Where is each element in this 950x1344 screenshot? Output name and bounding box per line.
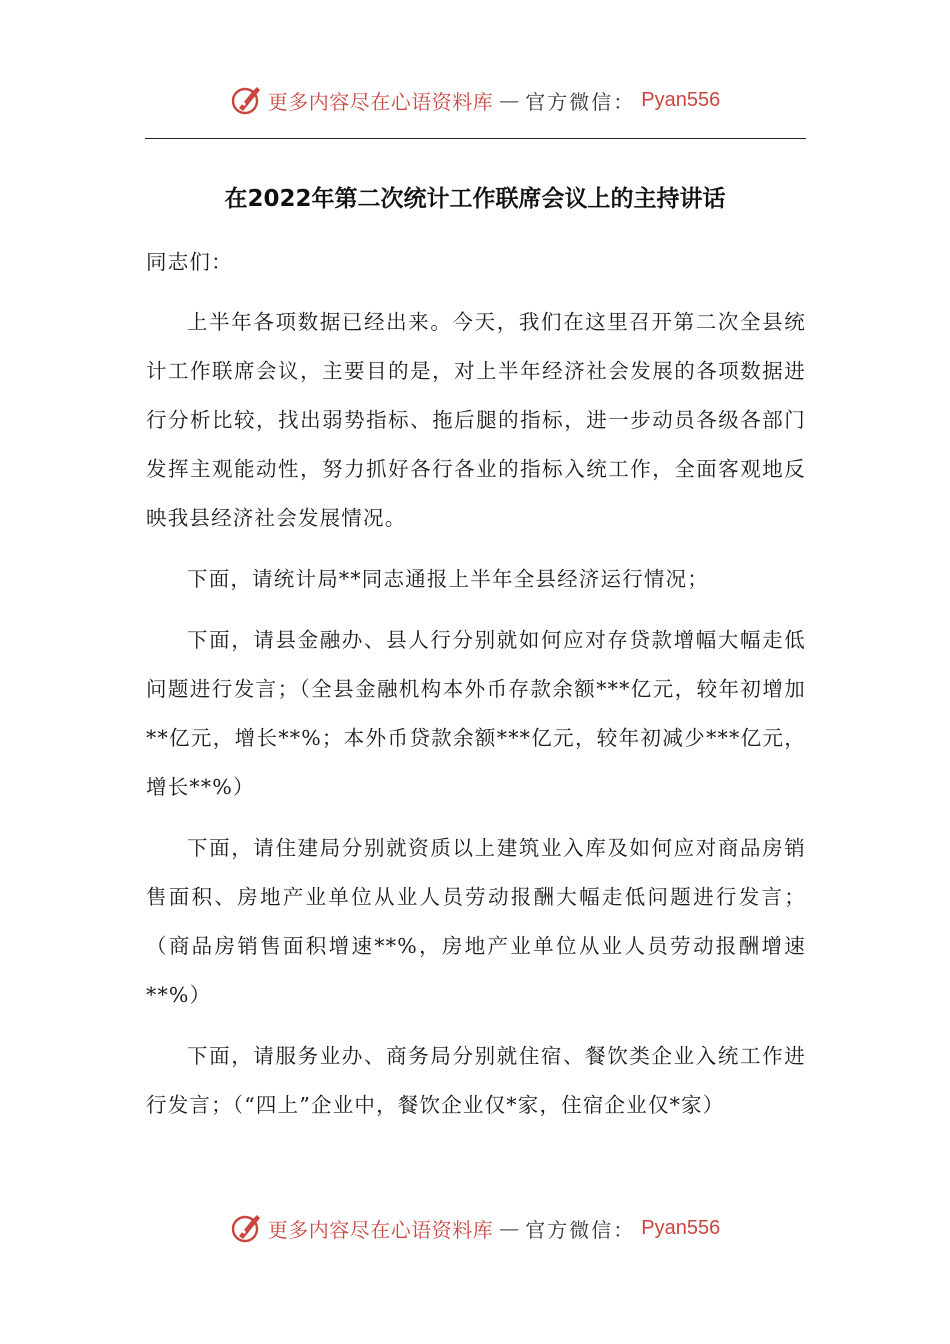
salutation: 同志们： [146,250,233,274]
header-divider [145,138,806,139]
banner-slogan: 更多内容尽在心语资料库 [267,89,494,114]
paragraph: 上半年各项数据已经出来。今天，我们在这里召开第二次全县统计工作联席会议，主要目的是，对上半年经济社会发展的各项数据进行分析比较，找出弱势指标、拖后腿的指标，进一步动员各级各部门发挥主观能动性，努力抓好各行各业的指标入统工作，全面客观地反映我县经济社会发展情况。 [146,310,806,530]
header-banner [0,84,950,116]
footer-banner [0,1212,950,1244]
banner-wechat-id: Pyan556 [641,1216,721,1239]
banner-separator: — [499,88,520,112]
paragraph: 下面，请县金融办、县人行分别就如何应对存贷款增幅大幅走低问题进行发言；（全县金融机构本外币存款余额***亿元，较年初增加**亿元，增长**%；本外币贷款余额***亿元，较年初减少***亿元，增长**%） [146,628,806,799]
pen-nib-logo-icon [230,84,262,116]
banner-wechat-label: 官方微信： [525,1217,636,1242]
banner-wechat-label: 官方微信： [525,89,636,114]
document-title: 在2022年第二次统计工作联席会议上的主持讲话 [224,186,726,212]
paragraph: 下面，请服务业办、商务局分别就住宿、餐饮类企业入统工作进行发言；（“四上”企业中，餐饮企业仅*家，住宿企业仅*家） [146,1044,806,1117]
pen-nib-logo-icon [230,1212,262,1244]
paragraph: 下面，请统计局**同志通报上半年全县经济运行情况； [187,567,709,591]
paragraph: 下面，请住建局分别就资质以上建筑业入库及如何应对商品房销售面积、房地产业单位从业人员劳动报酬大幅走低问题进行发言；（商品房销售面积增速**%，房地产业单位从业人员劳动报酬增速**%） [146,836,806,1007]
banner-wechat-id: Pyan556 [641,88,721,111]
banner-separator: — [499,1216,520,1240]
banner-slogan: 更多内容尽在心语资料库 [267,1217,494,1242]
document-body [146,238,806,1142]
